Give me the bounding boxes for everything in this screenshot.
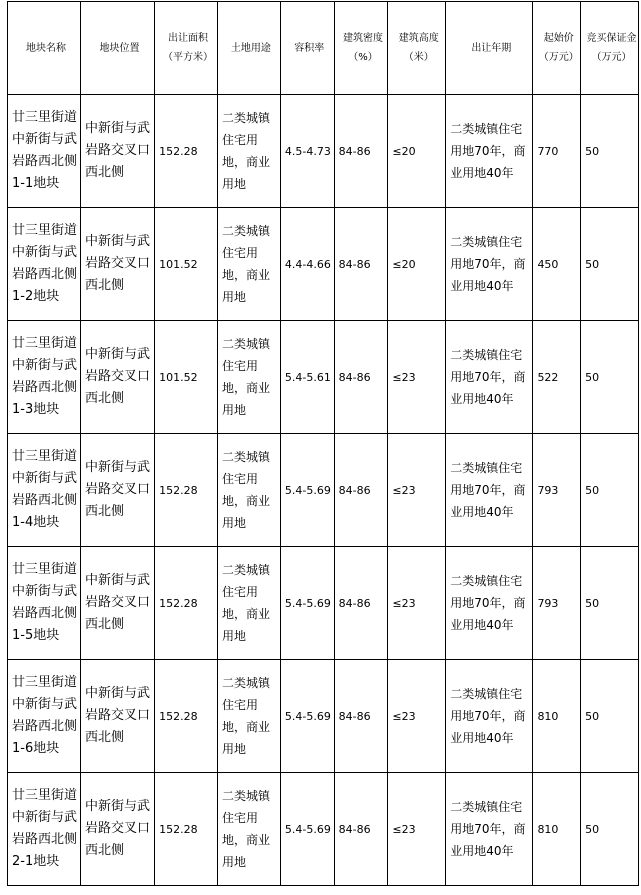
parcel-term: 二类城镇住宅用地70年，商业用地40年 [446, 208, 533, 321]
parcel-location: 中新街与武岩路交叉口西北侧 [81, 547, 155, 660]
parcel-land-use: 二类城镇住宅用地，商业用地 [217, 660, 280, 773]
parcel-area: 152.28 [155, 547, 218, 660]
parcel-name: 廿三里街道中新街与武岩路西北侧1-5地块 [8, 547, 81, 660]
parcel-area: 152.28 [155, 773, 218, 886]
parcel-start-price: 793 [533, 547, 581, 660]
parcel-start-price: 522 [533, 321, 581, 434]
parcel-name: 廿三里街道中新街与武岩路西北侧2-1地块 [8, 773, 81, 886]
parcel-density: 84-86 [334, 773, 388, 886]
parcel-far: 5.4-5.69 [280, 434, 334, 547]
parcel-name: 廿三里街道中新街与武岩路西北侧1-1地块 [8, 95, 81, 208]
parcel-height: ≤20 [388, 208, 446, 321]
parcel-density: 84-86 [334, 547, 388, 660]
parcel-far: 5.4-5.69 [280, 547, 334, 660]
header-location: 地块位置 [81, 2, 155, 95]
parcel-deposit: 50 [581, 547, 639, 660]
parcel-term: 二类城镇住宅用地70年，商业用地40年 [446, 660, 533, 773]
parcel-density: 84-86 [334, 434, 388, 547]
parcel-height: ≤23 [388, 773, 446, 886]
parcel-term: 二类城镇住宅用地70年，商业用地40年 [446, 547, 533, 660]
header-deposit: 竞买保证金（万元） [581, 2, 639, 95]
table-row [8, 660, 639, 773]
parcel-height: ≤20 [388, 95, 446, 208]
parcel-deposit: 50 [581, 95, 639, 208]
parcel-far: 5.4-5.69 [280, 660, 334, 773]
parcel-height: ≤23 [388, 321, 446, 434]
parcel-term: 二类城镇住宅用地70年，商业用地40年 [446, 434, 533, 547]
table-row [8, 208, 639, 321]
parcel-land-use: 二类城镇住宅用地，商业用地 [217, 95, 280, 208]
parcel-start-price: 450 [533, 208, 581, 321]
parcel-density: 84-86 [334, 95, 388, 208]
parcel-term: 二类城镇住宅用地70年，商业用地40年 [446, 321, 533, 434]
parcel-height: ≤23 [388, 660, 446, 773]
header-term: 出让年期 [446, 2, 533, 95]
header-density: 建筑密度（%） [334, 2, 388, 95]
header-land-use: 土地用途 [217, 2, 280, 95]
parcel-area: 101.52 [155, 208, 218, 321]
parcel-far: 4.5-4.73 [280, 95, 334, 208]
parcel-height: ≤23 [388, 434, 446, 547]
parcel-far: 4.4-4.66 [280, 208, 334, 321]
parcel-start-price: 770 [533, 95, 581, 208]
parcel-area: 152.28 [155, 660, 218, 773]
table-row [8, 547, 639, 660]
parcel-area: 152.28 [155, 434, 218, 547]
parcel-land-use: 二类城镇住宅用地，商业用地 [217, 434, 280, 547]
parcel-term: 二类城镇住宅用地70年，商业用地40年 [446, 95, 533, 208]
header-start-price: 起始价（万元） [533, 2, 581, 95]
header-row [8, 2, 639, 95]
table-row [8, 434, 639, 547]
parcel-deposit: 50 [581, 434, 639, 547]
land-parcel-table [7, 1, 639, 886]
parcel-deposit: 50 [581, 321, 639, 434]
parcel-location: 中新街与武岩路交叉口西北侧 [81, 434, 155, 547]
parcel-density: 84-86 [334, 321, 388, 434]
parcel-name: 廿三里街道中新街与武岩路西北侧1-4地块 [8, 434, 81, 547]
parcel-location: 中新街与武岩路交叉口西北侧 [81, 660, 155, 773]
table-row [8, 95, 639, 208]
parcel-start-price: 810 [533, 660, 581, 773]
parcel-term: 二类城镇住宅用地70年，商业用地40年 [446, 773, 533, 886]
parcel-name: 廿三里街道中新街与武岩路西北侧1-6地块 [8, 660, 81, 773]
header-height: 建筑高度（米） [388, 2, 446, 95]
parcel-area: 152.28 [155, 95, 218, 208]
parcel-land-use: 二类城镇住宅用地，商业用地 [217, 547, 280, 660]
parcel-deposit: 50 [581, 660, 639, 773]
parcel-land-use: 二类城镇住宅用地，商业用地 [217, 208, 280, 321]
parcel-land-use: 二类城镇住宅用地，商业用地 [217, 773, 280, 886]
parcel-area: 101.52 [155, 321, 218, 434]
parcel-deposit: 50 [581, 773, 639, 886]
parcel-name: 廿三里街道中新街与武岩路西北侧1-3地块 [8, 321, 81, 434]
parcel-start-price: 810 [533, 773, 581, 886]
parcel-name: 廿三里街道中新街与武岩路西北侧1-2地块 [8, 208, 81, 321]
parcel-height: ≤23 [388, 547, 446, 660]
parcel-location: 中新街与武岩路交叉口西北侧 [81, 95, 155, 208]
parcel-deposit: 50 [581, 208, 639, 321]
parcel-land-use: 二类城镇住宅用地，商业用地 [217, 321, 280, 434]
parcel-far: 5.4-5.69 [280, 773, 334, 886]
parcel-location: 中新街与武岩路交叉口西北侧 [81, 773, 155, 886]
header-far: 容积率 [280, 2, 334, 95]
parcel-density: 84-86 [334, 660, 388, 773]
parcel-far: 5.4-5.61 [280, 321, 334, 434]
header-parcel-name: 地块名称 [8, 2, 81, 95]
parcel-location: 中新街与武岩路交叉口西北侧 [81, 321, 155, 434]
parcel-location: 中新街与武岩路交叉口西北侧 [81, 208, 155, 321]
parcel-density: 84-86 [334, 208, 388, 321]
table-row [8, 321, 639, 434]
parcel-start-price: 793 [533, 434, 581, 547]
header-area: 出让面积（平方米） [155, 2, 218, 95]
table-row [8, 773, 639, 886]
